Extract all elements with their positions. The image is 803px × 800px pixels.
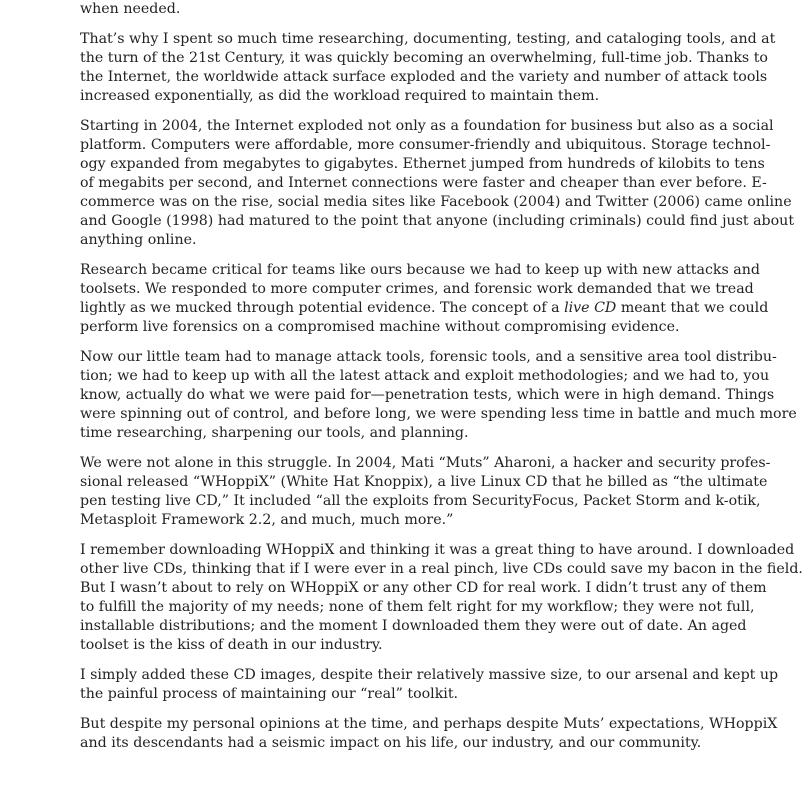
text-line: tion; we had to keep up with all the latest attack and exploit methodologies; and we had to, you bbox=[80, 368, 770, 384]
text-line: the turn of the 21st Century, it was quickly becoming an overwhelming, full-time job. Thanks to bbox=[80, 50, 768, 66]
paragraph bbox=[80, 454, 771, 530]
text-line: to fulfill the majority of my needs; none of them felt right for my workflow; they were not full, bbox=[80, 599, 755, 615]
text-line: sional released “WHoppiX” (White Hat Knoppix), a live Linux CD that he billed as “the ultimate bbox=[80, 474, 768, 490]
text-line: commerce was on the rise, social media sites like Facebook (2004) and Twitter (2006) came online bbox=[80, 194, 792, 210]
text-line: the painful process of maintaining our “real” toolkit. bbox=[80, 686, 459, 702]
text-line: lightly as we mucked through potential evidence. The concept of a live CD meant that we could bbox=[80, 300, 769, 316]
text-line: increased exponentially, as did the workload required to maintain them. bbox=[80, 88, 600, 104]
text-line: But I wasn’t about to rely on WHoppiX or any other CD for real work. I didn’t trust any of them bbox=[80, 580, 767, 596]
paragraph bbox=[80, 261, 769, 337]
text-line: That’s why I spent so much time researching, documenting, testing, and cataloging tools, and at bbox=[80, 31, 776, 47]
text-line: Research became critical for teams like ours because we had to keep up with new attacks and bbox=[80, 262, 760, 278]
text-line: Now our little team had to manage attack tools, forensic tools, and a sensitive area tool distribu- bbox=[80, 349, 777, 365]
text-line: I simply added these CD images, despite their relatively massive size, to our arsenal and kept up bbox=[80, 667, 779, 683]
text-line: Starting in 2004, the Internet exploded not only as a foundation for business but also as a social bbox=[80, 118, 774, 134]
body-text bbox=[80, 0, 803, 753]
text-line: toolsets. We responded to more computer crimes, and forensic work demanded that we tread bbox=[80, 281, 754, 297]
text-line: We were not alone in this struggle. In 2004, Mati “Muts” Aharoni, a hacker and security profes- bbox=[80, 455, 771, 471]
text-line: perform live forensics on a compromised machine without compromising evidence. bbox=[80, 319, 680, 335]
text-line: pen testing live CD,” It included “all the exploits from SecurityFocus, Packet Storm and k-otik, bbox=[80, 493, 761, 509]
text-line: and its descendants had a seismic impact on his life, our industry, and our community. bbox=[80, 735, 702, 751]
text-line: toolset is the kiss of death in our industry. bbox=[80, 637, 383, 653]
paragraph bbox=[80, 30, 776, 106]
text-line: when needed. bbox=[80, 1, 181, 17]
text-line: I remember downloading WHoppiX and thinking it was a great thing to have around. I downloaded bbox=[80, 542, 795, 558]
text-line: other live CDs, thinking that if I were ever in a real pinch, live CDs could save my bacon in the field. bbox=[80, 561, 803, 577]
paragraph bbox=[80, 0, 734, 19]
paragraph bbox=[80, 666, 779, 704]
text-line: Metasploit Framework 2.2, and much, much more.” bbox=[80, 512, 454, 528]
text-line: ogy expanded from megabytes to gigabytes. Ethernet jumped from hundreds of kilobits to tens bbox=[80, 156, 765, 172]
paragraph bbox=[80, 541, 803, 655]
text-line: time researching, sharpening our tools, and planning. bbox=[80, 425, 469, 441]
text-line: know, actually do what we were paid for—penetration tests, which were in high demand. Things bbox=[80, 387, 775, 403]
paragraph bbox=[80, 715, 778, 753]
paragraph bbox=[80, 348, 797, 443]
text-line: anything online. bbox=[80, 232, 197, 248]
text-line: But despite my personal opinions at the time, and perhaps despite Muts’ expectations, WHoppiX bbox=[80, 716, 778, 732]
text-line: the Internet, the worldwide attack surface exploded and the variety and number of attack tools bbox=[80, 69, 768, 85]
text-line: installable distributions; and the moment I downloaded them they were out of date. An aged bbox=[80, 618, 747, 634]
paragraph bbox=[80, 117, 795, 250]
text-line: of megabits per second, and Internet connections were faster and cheaper than ever before. E- bbox=[80, 175, 767, 191]
text-line: platform. Computers were affordable, more consumer-friendly and ubiquitous. Storage technol- bbox=[80, 137, 771, 153]
text-line: and Google (1998) had matured to the point that anyone (including criminals) could find just about bbox=[80, 213, 795, 229]
text-line: were spinning out of control, and before long, we were spending less time in battle and much more bbox=[80, 406, 797, 422]
